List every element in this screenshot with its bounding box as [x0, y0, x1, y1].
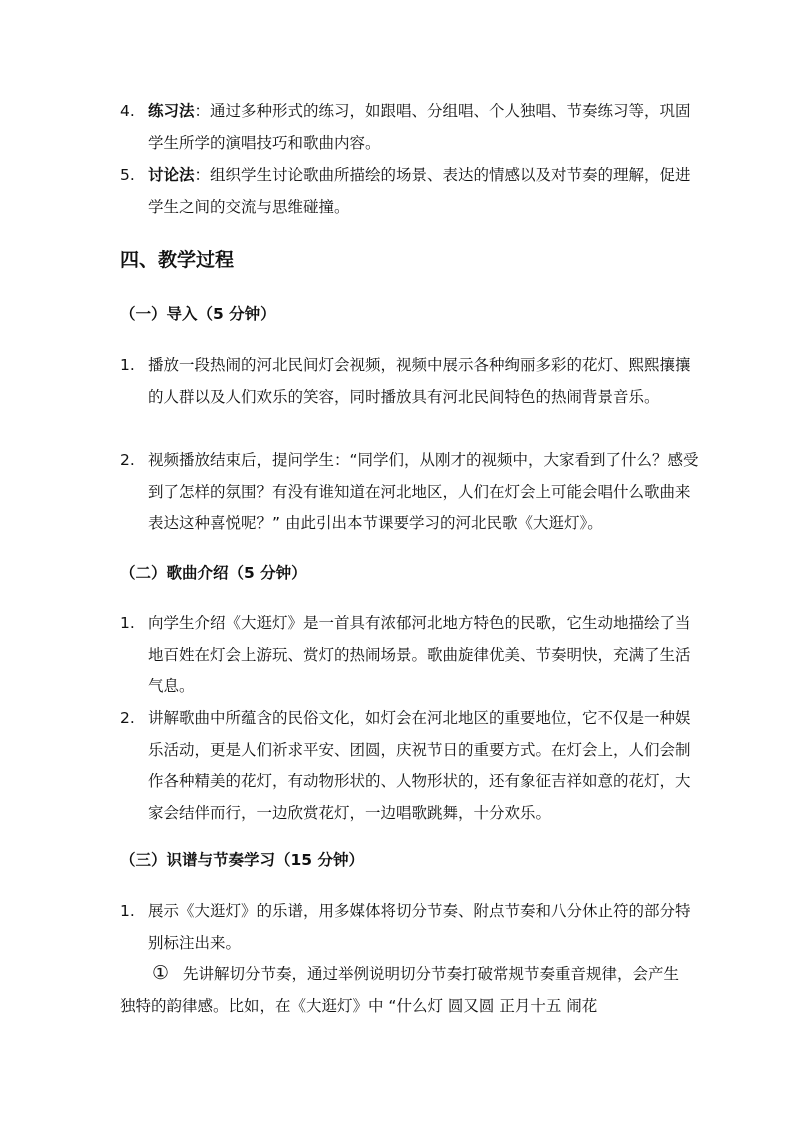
method-item-practice — [120, 96, 700, 159]
sub-paragraph-text: 先讲解切分节奏，通过举例说明切分节奏打破常规节奏重音规律，会产生独特的韵律感。比如，在《大逛灯》中 “什么灯 圆又圆 正月十五 闹花 — [120, 965, 680, 1015]
item-text: 向学生介绍《大逛灯》是一首具有浓郁河北地方特色的民歌，它生动地描绘了当地百姓在灯会上游玩、赏灯的热闹场景。歌曲旋律优美、节奏明快，充满了生活气息。 — [148, 614, 691, 695]
item-number: 4. — [120, 102, 135, 120]
method-text: 组织学生讨论歌曲所描绘的场景、表达的情感以及对节奏的理解，促进学生之间的交流与思维碰撞。 — [148, 166, 691, 216]
item-number: 1. — [120, 356, 135, 374]
item-number: 2. — [120, 709, 135, 727]
list-item — [120, 896, 700, 959]
method-item-discussion — [120, 160, 700, 223]
method-text: 通过多种形式的练习，如跟唱、分组唱、个人独唱、节奏练习等，巩固学生所学的演唱技巧和歌曲内容。 — [148, 102, 691, 152]
colon: ： — [194, 166, 211, 184]
circled-number: ① — [152, 962, 170, 984]
list-item — [120, 350, 700, 413]
item-number: 1. — [120, 902, 135, 920]
sub-paragraph — [120, 958, 680, 1022]
item-number: 5. — [120, 166, 135, 184]
list-item — [120, 445, 700, 540]
item-number: 1. — [120, 614, 135, 632]
list-item — [120, 703, 700, 829]
part3-heading: （三）识谱与节奏学习（15 分钟） — [120, 851, 364, 869]
item-text: 展示《大逛灯》的乐谱，用多媒体将切分节奏、附点节奏和八分休止符的部分特别标注出来。 — [148, 902, 691, 952]
item-text: 讲解歌曲中所蕴含的民俗文化，如灯会在河北地区的重要地位，它不仅是一种娱乐活动，更是人们祈求平安、团圆，庆祝节日的重要方式。在灯会上，人们会制作各种精美的花灯，有动物形状的、人物形状的，还有象征吉祥如意的花灯，大家会结伴而行，一边欣赏花灯，一边唱歌跳舞，十分欢乐。 — [148, 709, 691, 822]
part2-heading: （二）歌曲介绍（5 分钟） — [120, 564, 307, 582]
item-number: 2. — [120, 451, 135, 469]
item-text: 视频播放结束后，提问学生：“同学们，从刚才的视频中，大家看到了什么？感受到了怎样的氛围？有没有谁知道在河北地区，人们在灯会上可能会唱什么歌曲来表达这种喜悦呢？” 由此引出本节课要学习的河北民歌《大逛灯》。 — [148, 451, 699, 532]
method-term: 讨论法 — [148, 166, 195, 184]
section-title: 四、教学过程 — [120, 249, 235, 271]
method-term: 练习法 — [148, 102, 195, 120]
item-text: 播放一段热闹的河北民间灯会视频，视频中展示各种绚丽多彩的花灯、熙熙攘攘的人群以及人们欢乐的笑容，同时播放具有河北民间特色的热闹背景音乐。 — [148, 356, 691, 406]
colon: ： — [194, 102, 211, 120]
list-item — [120, 608, 700, 703]
part1-heading: （一）导入（5 分钟） — [120, 305, 276, 323]
